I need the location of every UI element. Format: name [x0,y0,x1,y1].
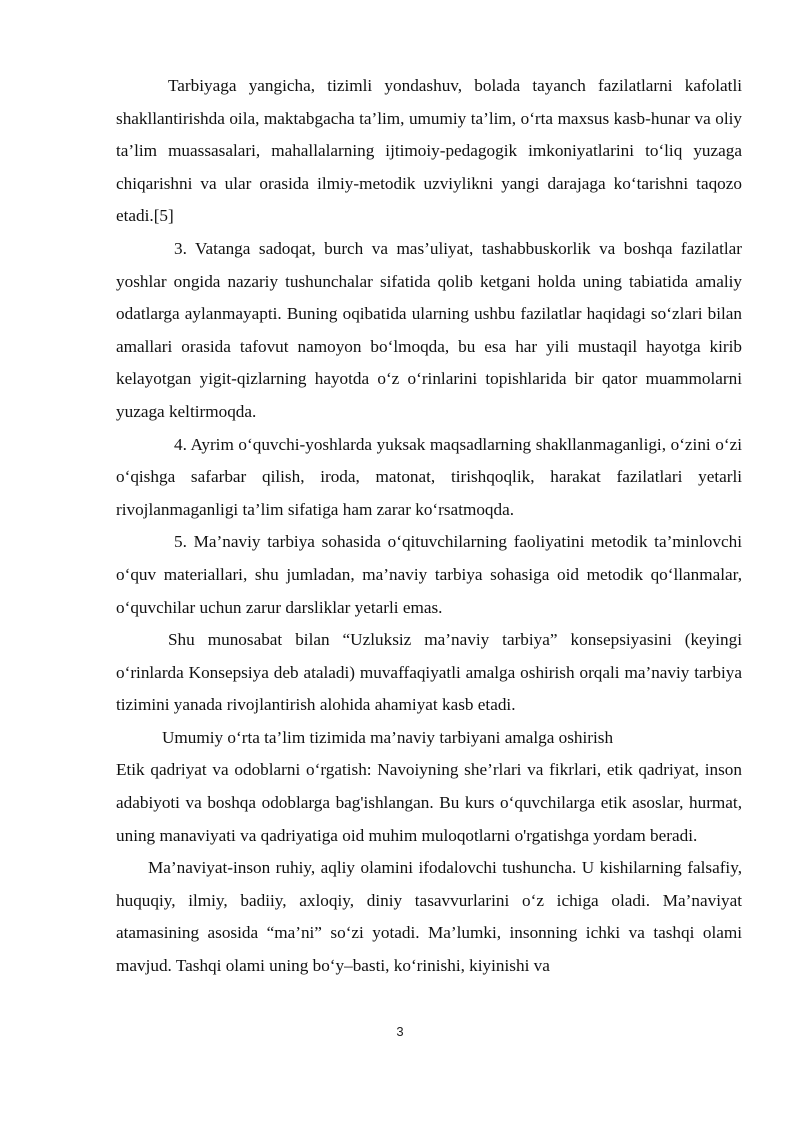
paragraph-tarbiya-approach: Tarbiyaga yangicha, tizimli yondashuv, bolada tayanch fazilatlarni kafolatli shakllantirishda oila, maktabgacha ta’lim, umumiy ta’lim, o‘rta maxsus kasb-hunar va oliy ta’lim muassasalari, mahallalarning ijtimoiy-pedagogik imkoniyatlarini to‘liq yuzaga chiqarishni va ular orasida ilmiy-metodik uzviylikni yangi darajaga ko‘tarishni taqozo etadi.[5] [116,76,742,226]
document-body [116,70,742,983]
page-number: 3 [396,1024,404,1039]
paragraph-item-5: 5. Ma’naviy tarbiya sohasida o‘qituvchilarning faoliyatini metodik ta’minlovchi o‘quv materiallari, shu jumladan, ma’naviy tarbiya sohasiga oid metodik qo‘llanmalar, o‘quvchilar uchun zarur darsliklar yetarli emas. [116,532,742,617]
section-heading: Umumiy o‘rta ta’lim tizimida ma’naviy tarbiyani amalga oshirish [162,727,614,747]
paragraph-ethics: Etik qadriyat va odoblarni o‘rgatish: Navoiyning she’rlari va fikrlari, etik qadriyat, inson adabiyoti va boshqa odoblarga bag'ishlangan. Bu kurs o‘quvchilarga etik asoslar, hurmat, uning manaviyati va qadriyatiga oid muhim muloqotlarni o'rgatishga yordam beradi. [116,760,742,845]
paragraph-item-3: 3. Vatanga sadoqat, burch va mas’uliyat, tashabbuskorlik va boshqa fazilatlar yoshlar ongida nazariy tushunchalar sifatida qolib ketgani holda uning tabiatida amaliy odatlarga aylanmayapti. Buning oqibatida ularning ushbu fazilatlar haqidagi so‘zlari bilan amallari orasida tafovut namoyon bo‘lmoqda, bu esa har yili mustaqil hayotga kirib kelayotgan yigit-qizlarning hayotda o‘z o‘rinlarini topishlarida bir qator muammolarni yuzaga keltirmoqda. [116,238,742,421]
paragraph-manaviyat: Ma’naviyat-inson ruhiy, aqliy olamini ifodalovchi tushuncha. U kishilarning falsafiy, huquqiy, ilmiy, badiiy, axloqiy, diniy tasavvurlarini o‘z ichiga oladi. Ma’naviyat atamasining asosida “ma’ni” so‘zi yotadi. Ma’lumki, insonning ichki va tashqi olami mavjud. Tashqi olami uning bo‘y–basti, ko‘rinishi, kiyinishi va [116,858,742,976]
paragraph-concept: Shu munosabat bilan “Uzluksiz ma’naviy tarbiya” konsepsiyasini (keyingi o‘rinlarda Konsepsiya deb ataladi) muvaffaqiyatli amalga oshirish orqali ma’naviy tarbiya tizimini yanada rivojlantirish alohida ahamiyat kasb etadi. [116,630,742,715]
paragraph-item-4: 4. Ayrim o‘quvchi-yoshlarda yuksak maqsadlarning shakllanmaganligi, o‘zini o‘zi o‘qishga safarbar qilish, iroda, matonat, tirishqoqlik, harakat fazilatlari yetarli rivojlanmaganligi ta’lim sifatiga ham zarar ko‘rsatmoqda. [116,434,742,519]
